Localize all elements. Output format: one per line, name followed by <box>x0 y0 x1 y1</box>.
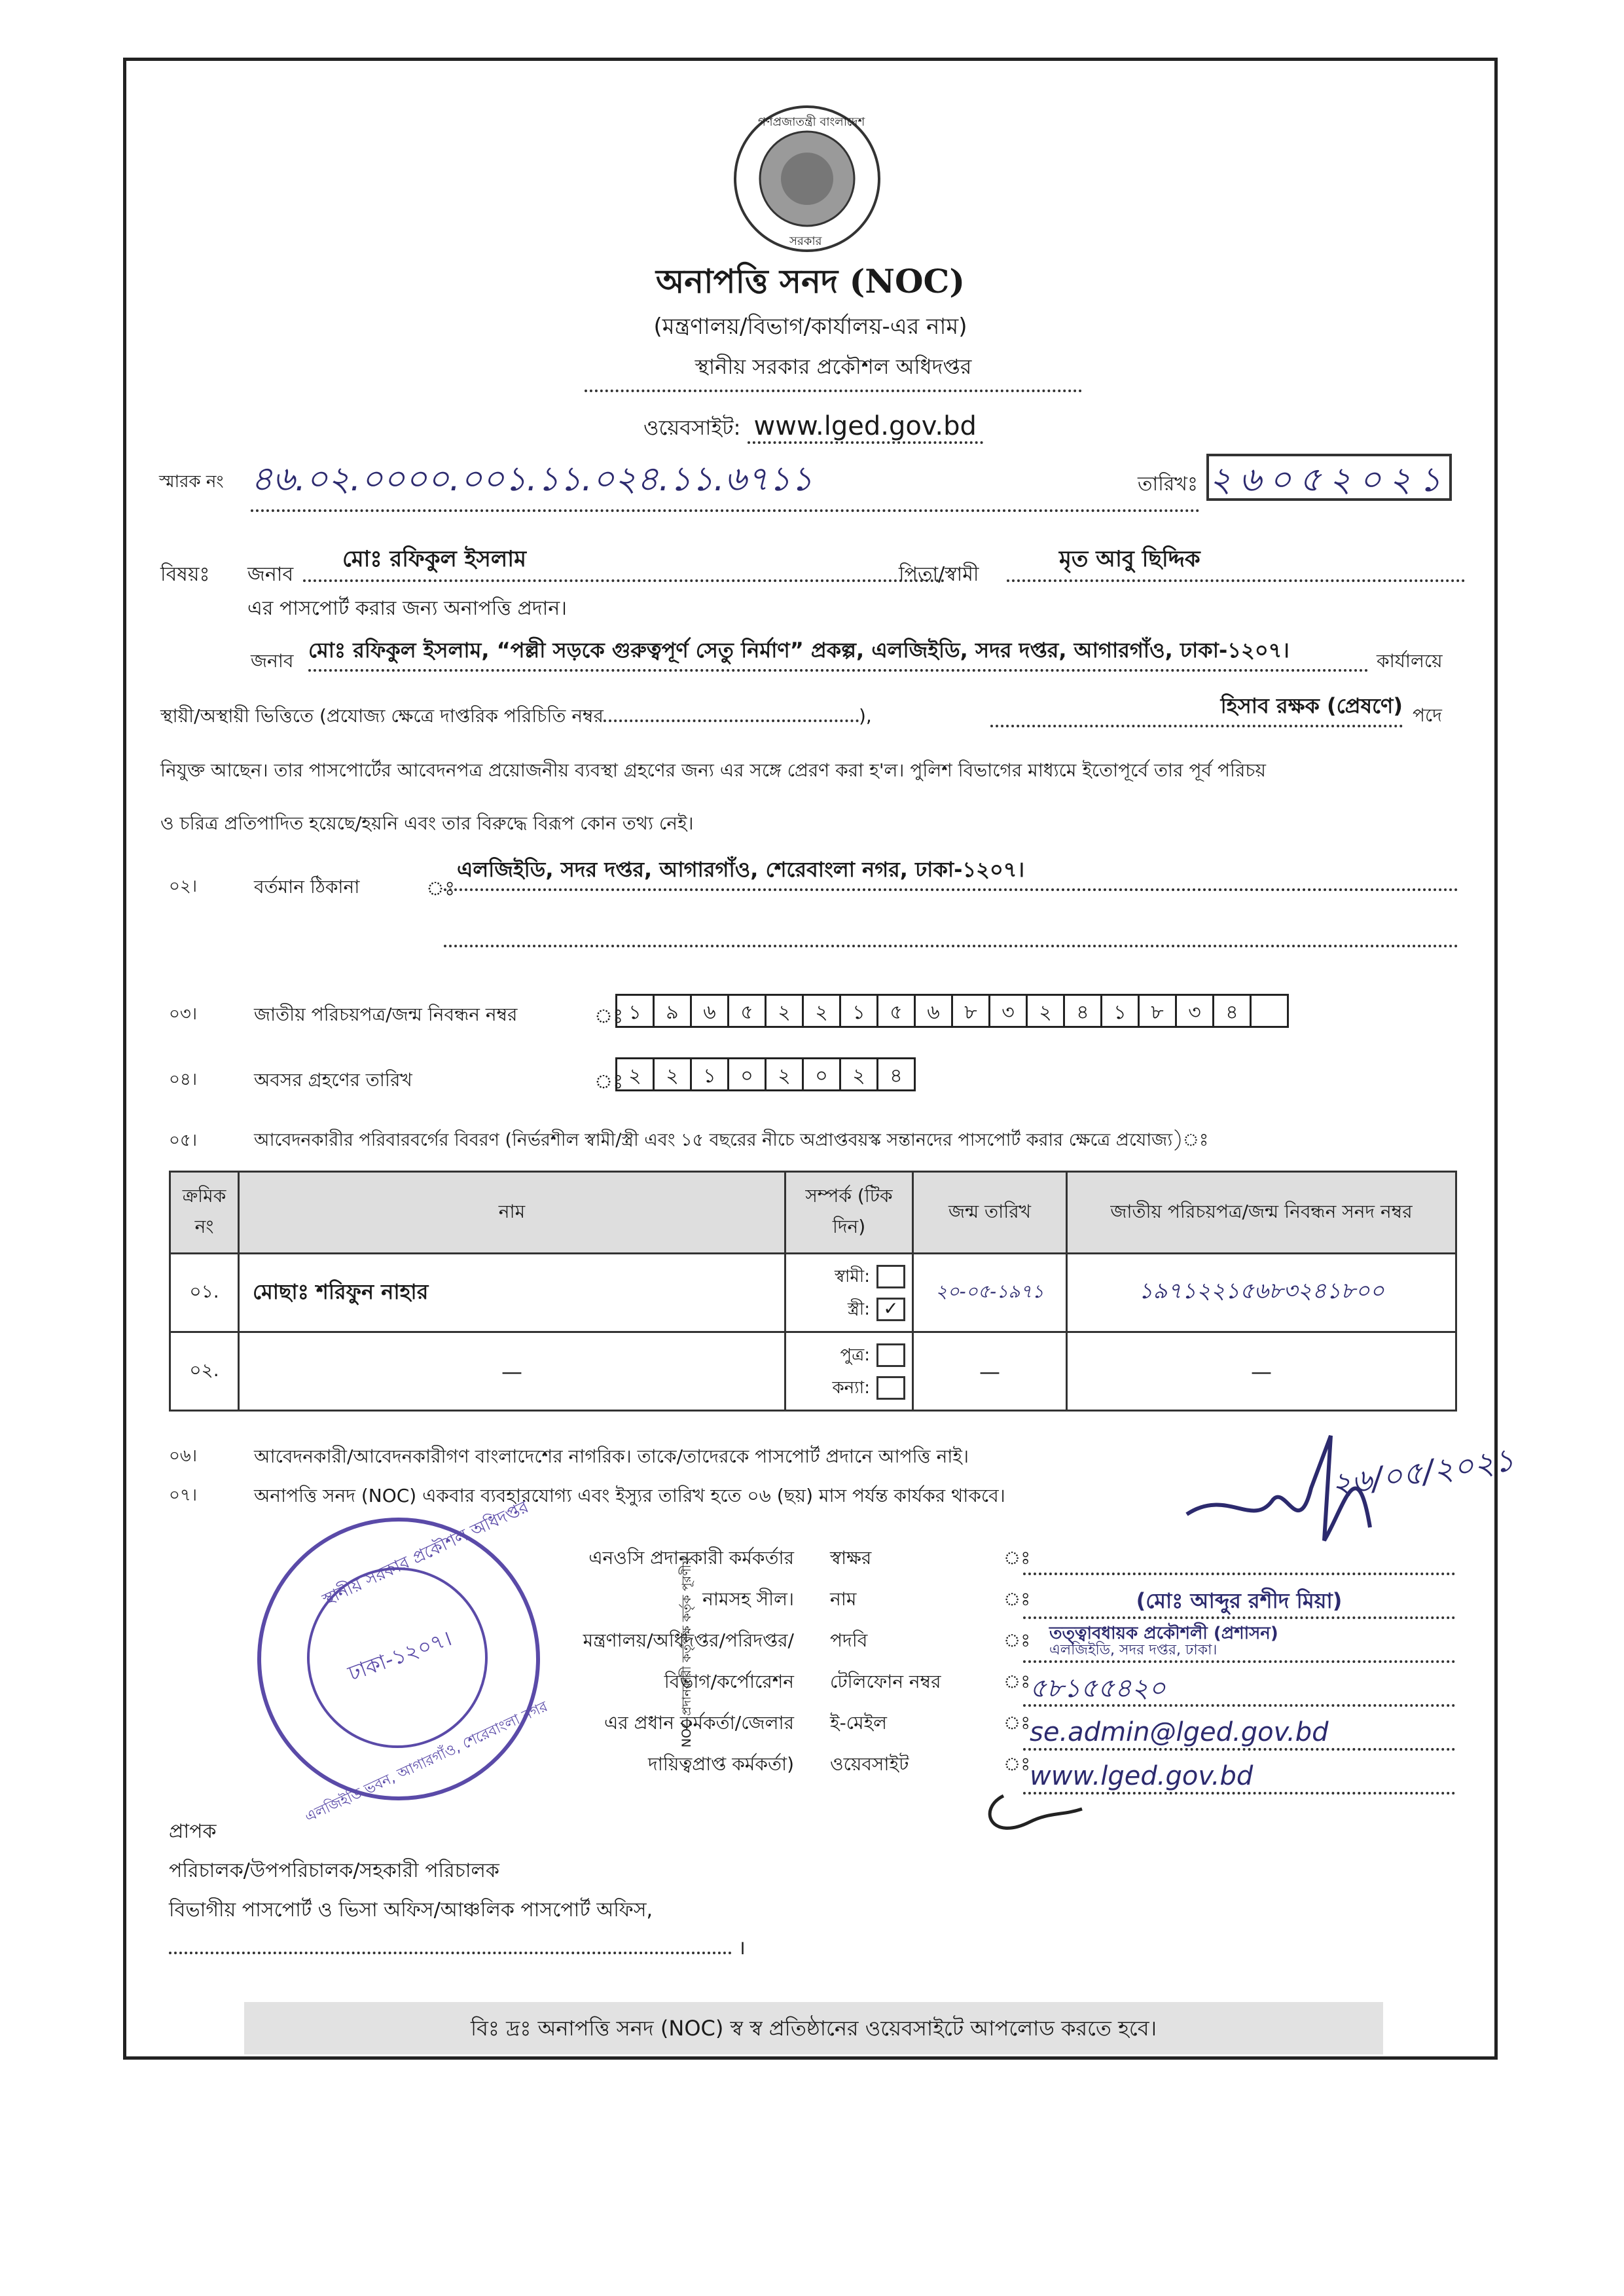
issuer-line: নামসহ সীল। <box>702 1588 794 1610</box>
stamp-center: ঢাকা-১২০৭। <box>344 1626 456 1686</box>
relation-option: পুত্র: <box>840 1345 870 1365</box>
issuer-line: বিভাগ/কর্পোরেশন <box>664 1671 794 1692</box>
subject-label: বিষয়ঃ <box>160 563 210 586</box>
issuer-line: এনওসি প্রদানকারী কর্মকর্তার <box>588 1547 794 1569</box>
recipient-line3 <box>169 1933 746 1960</box>
body-line2-a-text: স্থায়ী/অস্থায়ী ভিত্তিতে (প্রযোজ্য ক্ষেত্রে দাপ্তরিক পরিচিতি নম্বর <box>160 705 604 727</box>
body-line2-c: পদে <box>1413 704 1442 726</box>
recipient-line2: বিভাগীয় পাসপোর্ট ও ভিসা অফিস/আঞ্চলিক পাসপোর্ট অফিস, <box>169 1899 653 1922</box>
row-relation <box>785 1254 913 1332</box>
website-label: ওয়েবসাইট: <box>643 415 741 440</box>
nid-boxes <box>617 994 1289 1028</box>
address-label: বর্তমান ঠিকানা <box>254 876 360 898</box>
field-colon: ঃ <box>1003 1712 1031 1734</box>
website-line <box>643 411 983 446</box>
retire-colon: ঃ <box>594 1070 624 1093</box>
nid-digit: ৩ <box>988 994 1028 1028</box>
retire-digit: ৪ <box>876 1057 916 1091</box>
nid-colon: ঃ <box>594 1005 624 1028</box>
row-relation <box>785 1332 913 1411</box>
nid-digit: ১ <box>1100 994 1140 1028</box>
relation-option: কন্যা: <box>832 1377 870 1398</box>
memo-value: ৪৬.০২.০০০০.০০১.১১.০২৪.১১.৬৭১১ <box>251 452 1200 512</box>
field-label: স্বাক্ষর <box>830 1547 872 1569</box>
family-num: ০৫। <box>169 1131 198 1150</box>
issuer-line: এর প্রধান কর্মকর্তা/জেলার <box>604 1712 794 1734</box>
family-table <box>169 1171 1457 1412</box>
footer-note: বিঃ দ্রঃ অনাপত্তি সনদ (NOC) স্ব স্ব প্রতিষ্ঠানের ওয়েবসাইটে আপলোড করতে হবে। <box>244 2002 1383 2054</box>
field-colon: ঃ <box>1003 1671 1031 1692</box>
value-email-text: se.admin@lged.gov.bd <box>1030 1717 1329 1747</box>
field-colon: ঃ <box>1003 1630 1031 1651</box>
row-nid: — <box>1067 1332 1456 1411</box>
family-table-header <box>170 1172 1456 1254</box>
relation-checkbox-checked[interactable]: ✓ <box>876 1298 905 1321</box>
website-value: www.lged.gov.bd <box>748 411 983 444</box>
field-name <box>830 1578 941 1620</box>
retire-num: ০৪। <box>169 1070 198 1089</box>
office-name <box>585 350 1082 392</box>
issuer-fields <box>830 1537 941 1785</box>
value-designation <box>1023 1625 1455 1663</box>
relation-checkbox[interactable] <box>876 1376 905 1400</box>
clause6-num: ০৬। <box>169 1446 198 1466</box>
field-email <box>830 1702 941 1743</box>
nid-label: জাতীয় পরিচয়পত্র/জন্ম নিবন্ধন নম্বর <box>254 1004 518 1025</box>
nid-digit: ২ <box>765 994 804 1028</box>
issuer-line: দায়িত্বপ্রাপ্ত কর্মকর্তা) <box>648 1753 794 1775</box>
retire-digit: ২ <box>615 1057 655 1091</box>
subject-line2: এর পাসপোর্ট করার জন্য অনাপত্তি প্রদান। <box>247 597 567 620</box>
value-email <box>1023 1713 1455 1751</box>
value-phone-text: ৫৮১৫৫৪২০ <box>1030 1673 1166 1704</box>
page-title: অনাপত্তি সনদ (NOC) <box>656 262 965 301</box>
body-detail <box>308 634 1369 672</box>
clause7-text: অনাপত্তি সনদ (NOC) একবার ব্যবহারযোগ্য এবং ইস্যুর তারিখ হতে ০৬ (ছয়) মাস পর্যন্ত কার্যকর থাকবে। <box>254 1485 1005 1506</box>
seal-text-bottom: সরকার <box>789 234 822 248</box>
col-dob: জন্ম তারিখ <box>913 1172 1067 1254</box>
retire-digit: ০ <box>802 1057 841 1091</box>
field-colon: ঃ <box>1003 1588 1031 1610</box>
clause6-text: আবেদনকারী/আবেদনকারীগণ বাংলাদেশের নাগরিক। তাকে/তাদেরকে পাসপোর্ট প্রদানে আপত্তি নাই। <box>254 1446 969 1467</box>
row-dob: — <box>913 1332 1067 1411</box>
retire-digit: ২ <box>653 1057 692 1091</box>
value-name-text: (মোঃ আব্দুর রশীদ মিয়া) <box>1136 1588 1343 1613</box>
row-serial: ০২. <box>170 1332 239 1411</box>
address-value <box>444 853 1458 891</box>
retire-digit: ০ <box>727 1057 767 1091</box>
recipient-line3-text: । <box>738 1937 746 1959</box>
nid-digit: ২ <box>802 994 841 1028</box>
designation <box>990 689 1403 727</box>
seal-text-top: গণপ্রজাতন্ত্রী বাংলাদেশ <box>758 115 865 129</box>
body-office-suffix: কার্যালয়ে <box>1377 650 1443 672</box>
subject-prefix: জনাব <box>247 563 294 586</box>
nid-digit: ৪ <box>1212 994 1252 1028</box>
field-colon: ঃ <box>1003 1547 1031 1569</box>
issuer-line: মন্ত্রণালয়/অধিদপ্তর/পরিদপ্তর/ <box>583 1630 794 1651</box>
body-prefix: জনাব <box>251 650 294 672</box>
body-line4: ও চরিত্র প্রতিপাদিত হয়েছে/হয়নি এবং তার বিরুদ্ধে বিরূপ কোন তথ্য নেই। <box>160 812 694 834</box>
row-nid: ১৯৭১২২১৫৬৮৩২৪১৮০০ <box>1067 1254 1456 1332</box>
initials-scribble <box>977 1783 1108 1842</box>
page-subtitle: (মন্ত্রণালয়/বিভাগ/কার্যালয়-এর নাম) <box>653 314 967 340</box>
stamp-ring-bottom: এলজিইডি ভবন, আগারগাঁও, শেরেবাংলা নগর <box>302 1698 550 1826</box>
body-line2-b-text: ), <box>858 705 872 727</box>
designation-text: হিসাব রক্ষক (প্রেষণে) <box>1220 693 1403 718</box>
field-label: টেলিফোন নম্বর <box>830 1671 941 1692</box>
col-relation: সম্পর্ক (টিক দিন) <box>785 1172 913 1254</box>
noc-form <box>123 58 1517 2060</box>
retire-label: অবসর গ্রহণের তারিখ <box>254 1069 412 1091</box>
value-designation-text: তত্ত্বাবধায়ক প্রকৌশলী (প্রশাসন) <box>1049 1624 1278 1643</box>
address-value-text: এলজিইডি, সদর দপ্তর, আগারগাঁও, শেরেবাংলা নগর, ঢাকা-১২০৭। <box>457 857 1025 882</box>
father-name-text: মৃত আবু ছিদ্দিক <box>1059 546 1200 572</box>
issuer-vertical-label: NOC প্রদানকারী কর্তৃপক্ষ কর্তৃক পূরণীয় <box>679 1557 694 1748</box>
nid-digit: ৩ <box>1175 994 1214 1028</box>
recipient-label: প্রাপক <box>169 1820 217 1843</box>
nid-digit: ৫ <box>876 994 916 1028</box>
body-line3: নিযুক্ত আছেন। তার পাসপোর্টের আবেদনপত্র প্রয়োজনীয় ব্যবস্থা গ্রহণের জন্য এর সঙ্গে প্রেরণ করা হ'ল। পুলিশ বিভাগের মাধ্যমে ইতোপূর্বে তার পূর্ব পরিচয় <box>160 759 1266 781</box>
nid-digit: ১ <box>615 994 655 1028</box>
body-line2-a <box>160 701 872 733</box>
field-label: ই-মেইল <box>830 1712 888 1734</box>
nid-digit <box>1250 994 1289 1028</box>
recipient-blank <box>169 1933 732 1954</box>
retire-boxes <box>617 1057 916 1091</box>
retire-digit: ২ <box>839 1057 878 1091</box>
issuer-values <box>1023 1537 1455 1795</box>
field-label: নাম <box>830 1588 857 1610</box>
relation-option: স্ত্রী: <box>847 1299 870 1319</box>
initials-icon <box>977 1783 1108 1842</box>
subject-name <box>303 542 945 582</box>
field-designation <box>830 1620 941 1661</box>
family-label: আবেদনকারীর পরিবারবর্গের বিবরণ (নির্ভরশীল স্বামী/স্ত্রী এবং ১৫ বছরের নীচে অপ্রাপ্তবয়স্ক সন্তানদের পাসপোর্ট করার ক্ষেত্রে প্রযোজ্য)ঃ <box>254 1130 1209 1150</box>
col-name: নাম <box>239 1172 785 1254</box>
nid-digit: ৫ <box>727 994 767 1028</box>
value-signature <box>1023 1537 1455 1575</box>
row-name: মোছাঃ শরিফুন নাহার <box>239 1254 785 1332</box>
father-label: পিতা/স্বামী <box>899 563 979 586</box>
nid-digit: ৮ <box>1138 994 1177 1028</box>
value-designation-office: এলজিইডি, সদর দপ্তর, ঢাকা। <box>1049 1642 1218 1658</box>
table-row <box>170 1332 1456 1411</box>
nid-digit: ৬ <box>914 994 953 1028</box>
nid-num: ০৩। <box>169 1004 198 1024</box>
office-name-text: স্থানীয় সরকার প্রকৌশল অধিদপ্তর <box>695 354 972 379</box>
field-signature <box>830 1537 941 1578</box>
memo-label: স্মারক নং <box>159 472 224 492</box>
recipient-line1: পরিচালক/উপপরিচালক/সহকারী পরিচালক <box>169 1859 499 1882</box>
relation-checkbox[interactable] <box>876 1343 905 1367</box>
col-serial: ক্রমিক নং <box>170 1172 239 1254</box>
address-num: ০২। <box>169 877 198 896</box>
stamp-ring-top: স্থানীয় সরকার প্রকৌশল অধিদপ্তর <box>319 1497 532 1611</box>
nid-digit: ২ <box>1026 994 1065 1028</box>
value-name <box>1023 1581 1455 1619</box>
value-phone <box>1023 1669 1455 1707</box>
field-web <box>830 1743 941 1785</box>
field-label: পদবি <box>830 1630 868 1651</box>
subject-name-text: মোঃ রফিকুল ইসলাম <box>342 546 526 572</box>
row-dob: ২০-০৫-১৯৭১ <box>913 1254 1067 1332</box>
retire-digit: ২ <box>765 1057 804 1091</box>
government-seal <box>732 103 882 254</box>
nid-digit: ৯ <box>653 994 692 1028</box>
nid-digit: ৬ <box>690 994 729 1028</box>
date-label: তারিখঃ <box>1138 473 1198 496</box>
address-line2 <box>444 932 1458 947</box>
relation-checkbox[interactable] <box>876 1265 905 1288</box>
row-serial: ০১. <box>170 1254 239 1332</box>
field-phone <box>830 1661 941 1702</box>
body-detail-text: মোঃ রফিকুল ইসলাম, “পল্লী সড়কে গুরুত্বপূর্ণ সেতু নির্মাণ” প্রকল্প, এলজিইডি, সদর দপ্তর, আগারগাঁও, ঢাকা-১২০৭। <box>308 638 1290 663</box>
table-row <box>170 1254 1456 1332</box>
address-colon: ঃ <box>426 877 456 900</box>
clause7-num: ০৭। <box>169 1485 198 1505</box>
nid-digit: ১ <box>839 994 878 1028</box>
father-name <box>1007 542 1465 582</box>
retire-digit: ১ <box>690 1057 729 1091</box>
field-label: ওয়েবসাইট <box>830 1753 909 1775</box>
nid-digit: ৮ <box>951 994 990 1028</box>
nid-digit: ৪ <box>1063 994 1102 1028</box>
value-web-text: www.lged.gov.bd <box>1030 1761 1254 1791</box>
row-name: — <box>239 1332 785 1411</box>
signature-date: ২৬/০৫/২০২১ <box>1328 1441 1517 1504</box>
field-colon: ঃ <box>1003 1753 1031 1775</box>
relation-option: স্বামী: <box>835 1266 870 1286</box>
date-value: ২৬০৫২০২১ <box>1206 454 1452 501</box>
col-nid: জাতীয় পরিচয়পত্র/জন্ম নিবন্ধন সনদ নম্বর <box>1067 1172 1456 1254</box>
issuer-left <box>401 1537 794 1785</box>
